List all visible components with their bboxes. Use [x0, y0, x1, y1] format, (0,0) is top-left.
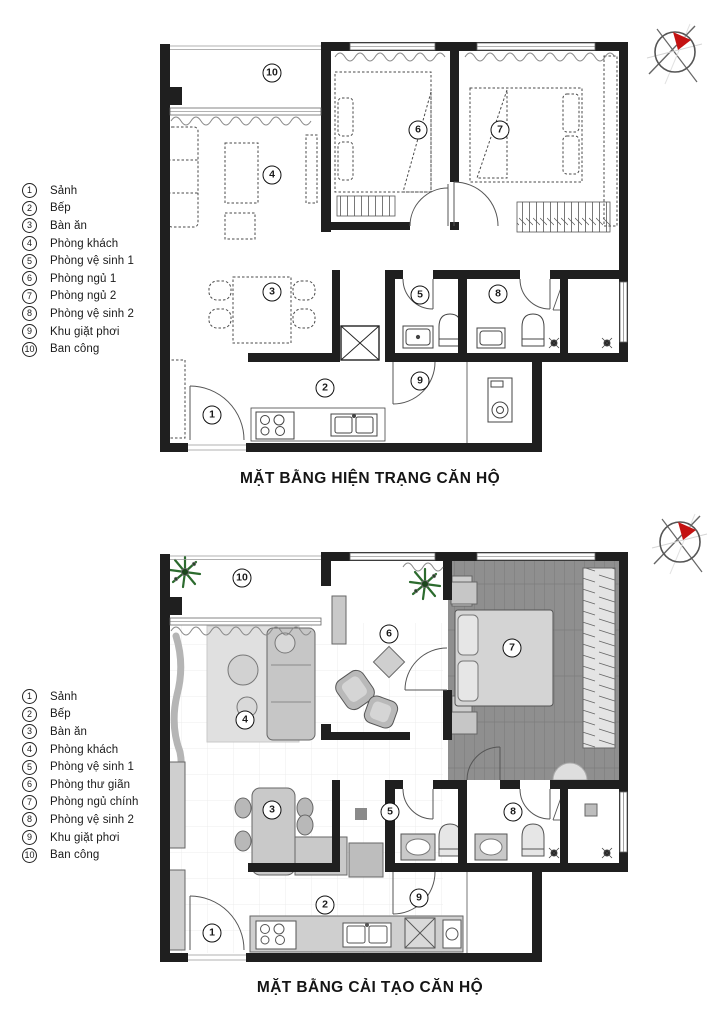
- legend-item: [22, 688, 138, 706]
- room-bubble-bath2: 8: [504, 803, 523, 822]
- cushion: [275, 633, 295, 653]
- legend-label: Phòng khách: [50, 237, 119, 250]
- chair: [209, 309, 231, 328]
- legend-number-badge: 10: [22, 848, 37, 863]
- nightstand: [451, 582, 477, 604]
- walls: [160, 42, 628, 452]
- room-bubble-bedroom2: 7: [491, 121, 510, 140]
- legend-number-badge: 9: [22, 324, 37, 339]
- room-bubble-balcony: 10: [263, 64, 282, 83]
- legend-number-badge: 3: [22, 218, 37, 233]
- room-bubble-balcony: 10: [233, 569, 252, 588]
- legend-item: [22, 741, 138, 759]
- legend-item: [22, 340, 134, 358]
- legend-number-badge: 7: [22, 795, 37, 810]
- room-bubble-dining: 3: [263, 801, 282, 820]
- shower-shelf: [585, 804, 597, 816]
- plan-title-renovated: MẶT BẰNG CẢI TẠO CĂN HỘ: [256, 979, 484, 996]
- legend-label: Phòng ngủ 1: [50, 272, 117, 285]
- legend-item: [22, 829, 138, 847]
- room-bubble-laundry: 9: [411, 372, 430, 391]
- legend-item: [22, 846, 138, 864]
- chair: [293, 281, 315, 300]
- legend-renovated-plan: [22, 688, 138, 864]
- legend-item: [22, 323, 134, 341]
- room-bubble-bedroom1: 6: [409, 121, 428, 140]
- fixtures: [251, 282, 612, 443]
- chair: [209, 281, 231, 300]
- legend-label: Ban công: [50, 343, 100, 356]
- floorplan-current-state: [155, 30, 635, 462]
- bath2-door: [520, 789, 550, 819]
- nightstand: [451, 712, 477, 734]
- room-bubble-master: 7: [503, 639, 522, 658]
- shower-drain-icon: [602, 338, 612, 348]
- legend-label: Bếp: [50, 202, 71, 215]
- legend-number-badge: 9: [22, 830, 37, 845]
- dining-table: [233, 277, 291, 343]
- legend-label: Phòng thư giãn: [50, 778, 131, 791]
- legend-number-badge: 8: [22, 812, 37, 827]
- chair: [293, 309, 315, 328]
- legend-number-badge: 4: [22, 742, 37, 757]
- legend-item: [22, 288, 134, 306]
- legend-number-badge: 10: [22, 342, 37, 357]
- legend-item: [22, 252, 134, 270]
- pillow: [338, 98, 353, 136]
- legend-item: [22, 811, 138, 829]
- pillow: [338, 142, 353, 180]
- room-bubble-relax-room: 6: [380, 625, 399, 644]
- floorplan-renovated-drawing: [155, 540, 635, 974]
- legend-label: Bàn ăn: [50, 219, 88, 232]
- room-bubble-living: 4: [236, 711, 255, 730]
- legend-label: Khu giặt phơi: [50, 831, 120, 844]
- legend-item: [22, 217, 134, 235]
- legend-number-badge: 2: [22, 707, 37, 722]
- toilet: [522, 314, 544, 346]
- legend-label: Phòng ngủ chính: [50, 796, 139, 809]
- balcony-railing: [170, 46, 321, 50]
- legend-number-badge: 6: [22, 271, 37, 286]
- legend-number-badge: 3: [22, 724, 37, 739]
- floorplan-renovated: [155, 540, 635, 974]
- legend-label: Phòng ngủ 2: [50, 290, 117, 303]
- stove: [256, 412, 294, 439]
- closet-column: [604, 56, 617, 226]
- bed-2: [470, 88, 582, 182]
- room-bubble-bath2: 8: [489, 285, 508, 304]
- compass-north-icon: [650, 512, 712, 581]
- shaft: [341, 326, 379, 360]
- legend-number-badge: 5: [22, 760, 37, 775]
- legend-item: [22, 758, 138, 776]
- legend-label: Ban công: [50, 849, 100, 862]
- washing-machine: [488, 378, 512, 422]
- legend-item: [22, 794, 138, 812]
- duvet-fold: [403, 92, 431, 192]
- shower-drain-icon: [549, 338, 559, 348]
- legend-number-badge: 4: [22, 236, 37, 251]
- legend-item: [22, 706, 138, 724]
- legend-label: Bếp: [50, 708, 71, 721]
- room-bubble-kitchen: 2: [316, 379, 335, 398]
- legend-number-badge: 2: [22, 201, 37, 216]
- legend-label: Bàn ăn: [50, 725, 88, 738]
- toilet: [439, 314, 461, 346]
- legend-label: Phòng khách: [50, 743, 119, 756]
- toilet: [439, 824, 461, 856]
- legend-item: [22, 200, 134, 218]
- room-bubble-living: 4: [263, 166, 282, 185]
- legend-item: [22, 270, 134, 288]
- bedroom1-door: [410, 184, 448, 226]
- pillow: [563, 136, 579, 174]
- chair: [235, 798, 251, 818]
- chair: [297, 815, 313, 835]
- bath2-door: [520, 279, 550, 309]
- legend-label: Sảnh: [50, 690, 78, 703]
- room-bubble-kitchen: 2: [316, 896, 335, 915]
- legend-number-badge: 7: [22, 289, 37, 304]
- legend-item: [22, 776, 138, 794]
- shower-drain-icon: [602, 848, 612, 858]
- pillow: [563, 94, 579, 132]
- legend-label: Khu giặt phơi: [50, 325, 120, 338]
- pillow: [458, 615, 478, 655]
- tv-console: [332, 596, 346, 644]
- compass-north-icon: [645, 22, 707, 91]
- stove: [256, 921, 296, 949]
- balcony-railing: [170, 556, 321, 560]
- legend-item: [22, 723, 138, 741]
- legend-number-badge: 6: [22, 777, 37, 792]
- legend-number-badge: 8: [22, 306, 37, 321]
- kitchen-sink: [343, 923, 391, 947]
- legend-label: Phòng vệ sinh 2: [50, 307, 134, 320]
- legend-label: Phòng vệ sinh 2: [50, 813, 134, 826]
- wardrobe-hatch: [517, 202, 610, 232]
- room-bubble-laundry: 9: [410, 889, 429, 908]
- room-bubble-dining: 3: [263, 283, 282, 302]
- entry-threshold: [188, 443, 246, 452]
- sofa: [168, 127, 198, 227]
- toilet: [522, 824, 544, 856]
- room-bubble-bath1: 5: [381, 803, 400, 822]
- kitchen-sink: [331, 414, 377, 436]
- bedroom2-door: [454, 182, 498, 226]
- coffee-table-round: [228, 655, 258, 685]
- legend-number-badge: 1: [22, 183, 37, 198]
- legend-label: Phòng vệ sinh 1: [50, 255, 134, 268]
- entry-threshold: [188, 953, 246, 962]
- side-table: [225, 213, 255, 239]
- shower-drain-icon: [549, 848, 559, 858]
- legend-number-badge: 5: [22, 254, 37, 269]
- room-bubble-entry: 1: [203, 924, 222, 943]
- chair: [235, 831, 251, 851]
- wardrobe-hatch: [337, 196, 395, 216]
- room-bubble-bath1: 5: [411, 286, 430, 305]
- legend-label: Sảnh: [50, 184, 78, 197]
- legend-current-plan: [22, 182, 134, 358]
- legend-label: Phòng vệ sinh 1: [50, 761, 134, 774]
- pillow: [458, 661, 478, 701]
- fridge: [349, 843, 383, 877]
- legend-number-badge: 1: [22, 689, 37, 704]
- legend-item: [22, 235, 134, 253]
- shaft-marker: [355, 808, 367, 820]
- plan-title-current: MẶT BẰNG HIỆN TRẠNG CĂN HỘ: [239, 470, 501, 487]
- room-bubble-entry: 1: [203, 406, 222, 425]
- legend-item: [22, 305, 134, 323]
- floorplan-current-drawing: [155, 30, 635, 462]
- washing-machine: [405, 918, 435, 948]
- legend-item: [22, 182, 134, 200]
- tv-cabinet: [306, 135, 317, 203]
- coffee-table: [225, 143, 258, 203]
